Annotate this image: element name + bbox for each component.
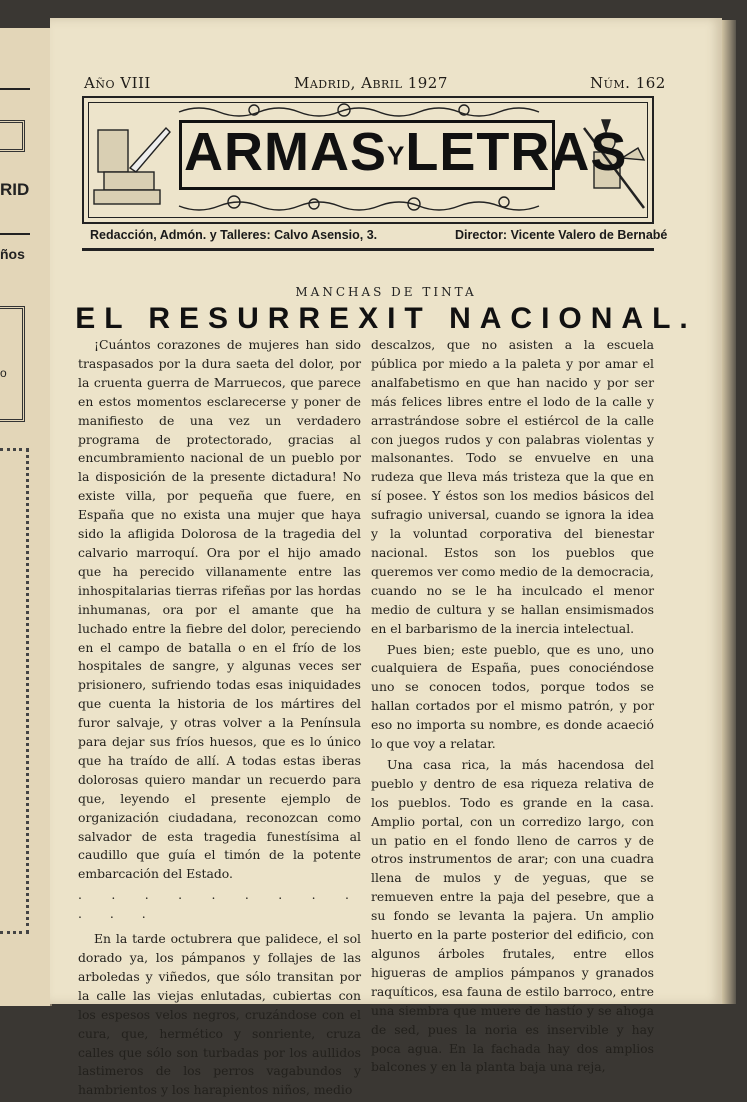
title-y: Y — [387, 140, 406, 171]
left-page-box — [0, 306, 25, 422]
paragraph: Pues bien; este pueblo, que es uno, uno cualquiera de España, pues conociéndose uno se conocen todos, porque todos se hallan cortados por el mismo patrón, y por eso no importa su nombre, es donde acaeció lo que voy a relatar. — [371, 641, 654, 752]
left-column — [78, 336, 361, 1102]
issue-number: Núm. 162 — [590, 74, 666, 92]
left-page-text: ños — [0, 246, 25, 262]
header-rule — [82, 248, 654, 251]
year-label: Año VIII — [84, 74, 151, 92]
left-page-rule — [0, 88, 30, 90]
right-column — [371, 336, 654, 1079]
title-armas: ARMAS — [184, 122, 387, 182]
left-page-dotted-border — [0, 448, 29, 934]
left-page-fragment — [0, 28, 52, 1006]
page-edge — [722, 20, 736, 1004]
masthead-title — [184, 122, 628, 186]
masthead — [82, 96, 654, 224]
left-page-rule — [0, 233, 30, 235]
section-separator: . . . . . . . . . . . . — [78, 887, 361, 922]
paragraph: ¡Cuántos corazones de mujeres han sido traspasados por la dura saeta del dolor, por la cruenta guerra de Marruecos, que parece en estos momentos esclarecerse y poner de manifiesto de una vez un verdadero programa de protectorado, gracias al encumbramiento nacional de un pueblo por la disposición de la presente dictadura! No existe villa, por pequeña que fuere, en España que no exista una mujer que haya sido la afligida Dolorosa de la tragedia del calvario marroquí. Ora por el hijo amado que ha perecido villanamente entre las inhospitalarias tierras rifeñas por las hordas inhumanas, ora por el amante que ha luchado entre la fiebre del dolor, pereciendo en el campo de batalla o en el frío de los hospitales de sangre, y algunas veces ser prisionero, sufriendo todas esas iniquidades que cuenta la historia de los mártires del furor salvaje, y otras volver a la Península para dejar sus fríos huesos, que es lo único que ha traído de allí. A todas estas iberas dolorosas quiero mandar un recuerdo para que, leyendo el presente ejemplo de organización ciudadana, reconozcan como salvador de esta tragedia funestísima al caudillo que guía el timón de la potente embarcación del Estado. — [78, 337, 361, 882]
left-page-box — [0, 120, 25, 152]
dateline: Madrid, Abril 1927 — [294, 74, 448, 92]
books-quill-icon — [94, 128, 170, 204]
title-letras: LETRAS — [405, 122, 628, 182]
paragraph: En la tarde octubrera que palidece, el sol dorado ya, los pámpanos y follajes de las arboledas y viñedos, que sólo transitan por la calle las viejas enlutadas, cubiertas con los espesos velos negros, cruzándose con el cura, que, hermético y sonriente, cruza calles que sólo son turbadas por los aullidos lastimeros de los perros vagabundos y hambrientos y los harapientos niños, medio — [78, 931, 361, 1098]
left-page-text: o — [0, 366, 7, 380]
article-kicker: MANCHAS DE TINTA — [295, 285, 477, 299]
paragraph: descalzos, que no asisten a la escuela pública por miedo a la paleta y por amar el analfabetismo en que han nacido y por ser más felices libres entre el lodo de la calle y arrastrándose sobre el estiércol de la calle con juegos rudos y con palabras violentas y malsonantes. Todo se envuelve en una rudeza que lleva más tristeza que la que en sí posee. Y éstos son los medios básicos del sufragio universal, cuando se ignora la idea y la voluntad corporativa del bienestar nacional. Estos son los pueblos que queremos ver como medio de la democracia, cuando no se le ha inculcado el menor medio de cultura y se hallan ensimismados en el barbarismo de la inercia intelectual. — [371, 337, 654, 636]
imprint-address: Redacción, Admón. y Talleres: Calvo Asensio, 3. — [90, 228, 378, 242]
article-headline: EL RESURREXIT NACIONAL. — [75, 302, 697, 335]
left-page-text: RID — [0, 180, 30, 199]
newspaper-page — [50, 18, 722, 1098]
paragraph: Una casa rica, la más hacendosa del pueblo y dentro de esa riqueza relativa de los pueblos. Todo es grande en la casa. Amplio portal, con un corredizo largo, con un patio en el fondo lleno de carros y de otros instrumentos de arar; con una cuadra llena de mulos y de yeguas, que se remueven entre la paja del pesebre, que a su fondo se levanta la pajera. Un amplio huerto en la parte posterior del edificio, con algunos árboles frutales, entre ellos higueras de amplios pámpanos y granados raquíticos, esa fauna de estilo barroco, entre una siembra que muere de hastío y se ahoga de sed, pues la noria es inservible y hay poca agua. En la fachada hay dos amplios balcones y en la planta baja una reja, — [371, 756, 654, 1075]
imprint-director: Director: Vicente Valero de Bernabé — [455, 228, 668, 242]
